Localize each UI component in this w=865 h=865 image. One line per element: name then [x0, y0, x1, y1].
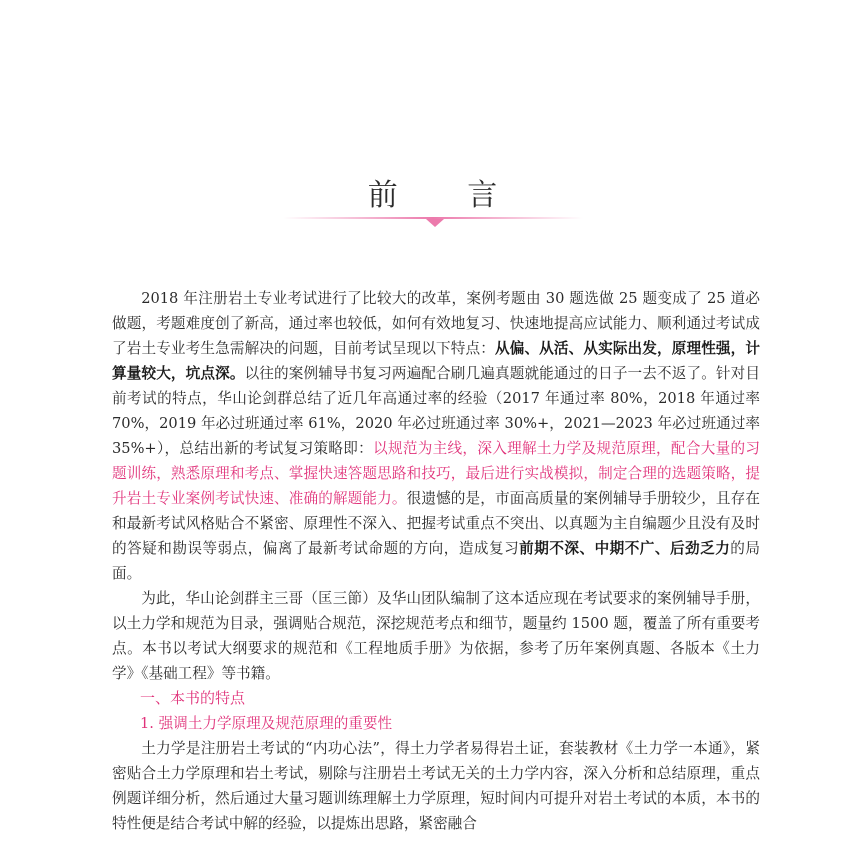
page-title: 前 言 — [367, 178, 528, 213]
paragraph-book-intro: 为此，华山论剑群主三哥（匡三節）及华山团队编制了这本适应现在考试要求的案例辅导手册，以土力学和规范为目录，强调贴合规范，深挖规范考点和细节，题量约 1500 题，覆盖了所有重要考点。本书以考试大纲要求的规范和《工程地质手册》为依据，参考了历年案例真题、各版本《土力学》《基础工程》等书籍。 — [112, 590, 760, 682]
title-triangle-marker — [426, 219, 444, 227]
paragraph-intro-text-4: 的局面。 — [112, 540, 760, 582]
paragraph-soil-mechanics: 土力学是注册岩土考试的“内功心法”，得土力学者易得岩土证，套装教材《土力学一本通》，紧密贴合土力学原理和岩土考试，剔除与注册岩土考试无关的土力学内容，深入分析和总结原理，重点例题详细分析，然后通过大量习题训练理解土力学原理，短时间内可提升对岩土考试的本质，本书的特性便是结合考试中解的经验，以提炼出思路，紧密融合 — [112, 740, 760, 832]
paragraph-intro — [112, 286, 760, 586]
section-heading-features: 一、本书的特点 — [140, 689, 246, 707]
review-strategy-highlight: 以规范为主线，深入理解土力学及规范原理，配合大量的习题训练，熟悉原理和考点、掌握快速答题思路和技巧，最后进行实战模拟，制定合理的选题策略，提升岩土专业案例考试快速、准确的解题能力。 — [112, 440, 760, 507]
weakness-bold: 前期不深、中期不广、后劲乏力 — [519, 540, 731, 557]
body-text — [112, 286, 760, 836]
paragraph-intro-text-1: 2018 年注册岩土专业考试进行了比较大的改革，案例考题由 30 题选做 25 题变成了 25 道必做题，考题难度创了新高，通过率也较低，如何有效地复习、快速地提高应试能力、顺利通过考试成了岩土专业考生急需解决的问题，目前考试呈现以下特点： — [112, 290, 760, 357]
subsection-heading-principles: 1. 强调土力学原理及规范原理的重要性 — [140, 715, 393, 732]
exam-features-bold: 从偏、从活、从实际出发，原理性强，计算量较大，坑点深。 — [112, 340, 760, 382]
paragraph-intro-text-3: 很遗憾的是，市面高质量的案例辅导手册较少，且存在和最新考试风格贴合不紧密、原理性不深入、把握考试重点不突出、以真题为主自编题少且没有及时的答疑和勘误等弱点，偏离了最新考试命题的方向，造成复习 — [112, 490, 760, 557]
paragraph-intro-text-2: 以往的案例辅导书复习两遍配合刷几遍真题就能通过的日子一去不返了。针对目前考试的特点，华山论剑群总结了近几年高通过率的经验（2017 年通过率 80%，2018 年通过率 70%，2019 年必过班通过率 61%，2020 年必过班通过率 30%+，2021—2023 年必过班通过率 35%+），总结出新的考试复习策略即： — [112, 365, 760, 457]
